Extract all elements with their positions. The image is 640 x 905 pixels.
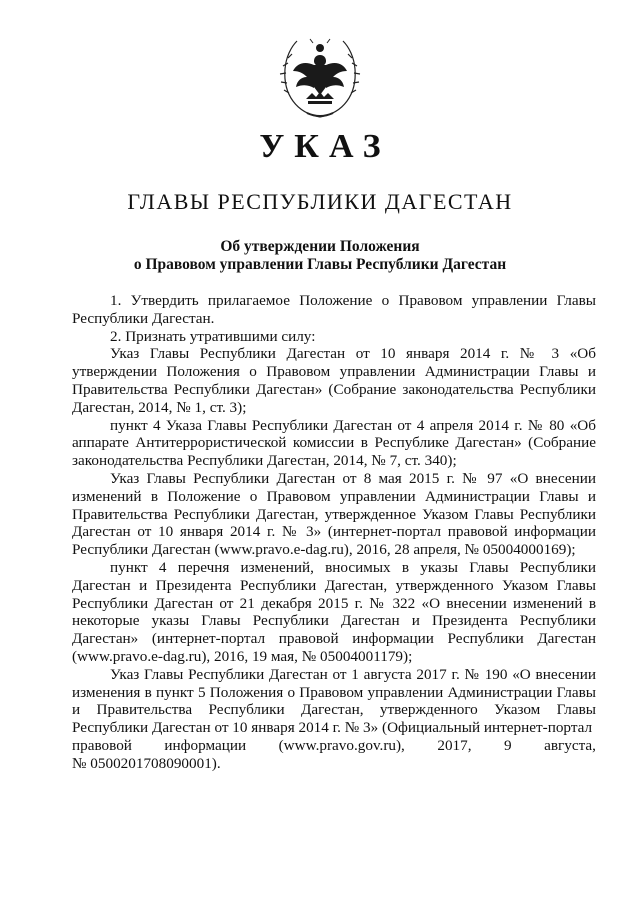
paragraph-6: пункт 4 перечня изменений, вносимых в указы Главы Республики Дагестан и Президента Республики Дагестан, утвержденного Указом Главы Республики Дагестан от 21 декабря 2015 г. № 322 «О внесении изменений в некоторые указы Главы Республики Дагестан и Президента Республики Дагестан» (интернет-портал правовой информации Республики Дагестан (www.pravo.e-dag.ru), 2016, 19 мая, № 05004001179); (72, 558, 596, 665)
paragraph-2: 2. Признать утратившими силу: (110, 327, 316, 345)
decree-body (72, 292, 596, 773)
paragraph-4: пункт 4 Указа Главы Республики Дагестан от 4 апреля 2014 г. № 80 «Об аппарате Антитеррористической комиссии в Республике Дагестан» (Собрание законодательства Республики Дагестан, 2014, № 7, ст. 340); (72, 416, 596, 470)
document-subtitle: ГЛАВЫ РЕСПУБЛИКИ ДАГЕСТАН (127, 189, 513, 214)
word: 2017, (437, 736, 472, 754)
word: правовой (72, 736, 132, 754)
heading-line-2: о Правовом управлении Главы Республики Дагестан (133, 256, 507, 273)
heading-line-1: Об утверждении Положения (220, 238, 420, 255)
paragraph-5: Указ Главы Республики Дагестан от 8 мая 2015 г. № 97 «О внесении изменений в Положение о Правовом управлении Администрации Главы и Правительства Республики Дагестан, утвержденное Указом Главы Республики Дагестан от 10 января 2014 г. № 3» (интернет-портал правовой информации Республики Дагестан (www.pravo.e-dag.ru), 2016, 28 апреля, № 05004000169); (72, 469, 596, 559)
word: 9 (504, 736, 512, 754)
decree-heading (0, 238, 640, 274)
word: (www.pravo.gov.ru), (278, 736, 405, 754)
word: августа, (544, 736, 596, 754)
paragraph-7-final-line: № 0500201708090001). (72, 754, 221, 772)
word: информации (164, 736, 247, 754)
paragraph-3: Указ Главы Республики Дагестан от 10 января 2014 г. № 3 «Об утверждении Положения о Правовом управлении Администрации Главы и Правительства Республики Дагестан» (Собрание законодательства Республики Дагестан, 2014, № 1, ст. 3); (72, 345, 596, 416)
coat-of-arms-emblem-icon (277, 33, 363, 121)
document-title: УКАЗ (259, 128, 391, 165)
paragraph-7: Указ Главы Республики Дагестан от 1 августа 2017 г. № 190 «О внесении изменения в пункт 5 Положения о Правовом управлении Администрации Главы и Правительства Республики Дагестан, утвержденного Указом Главы Республики Дагестан от 10 января 2014 г. № 3» (Официальный интернет-портал (72, 665, 596, 737)
paragraph-1: 1. Утвердить прилагаемое Положение о Правовом управлении Главы Республики Дагестан. (72, 292, 596, 327)
paragraph-7-justified-line (72, 737, 596, 755)
